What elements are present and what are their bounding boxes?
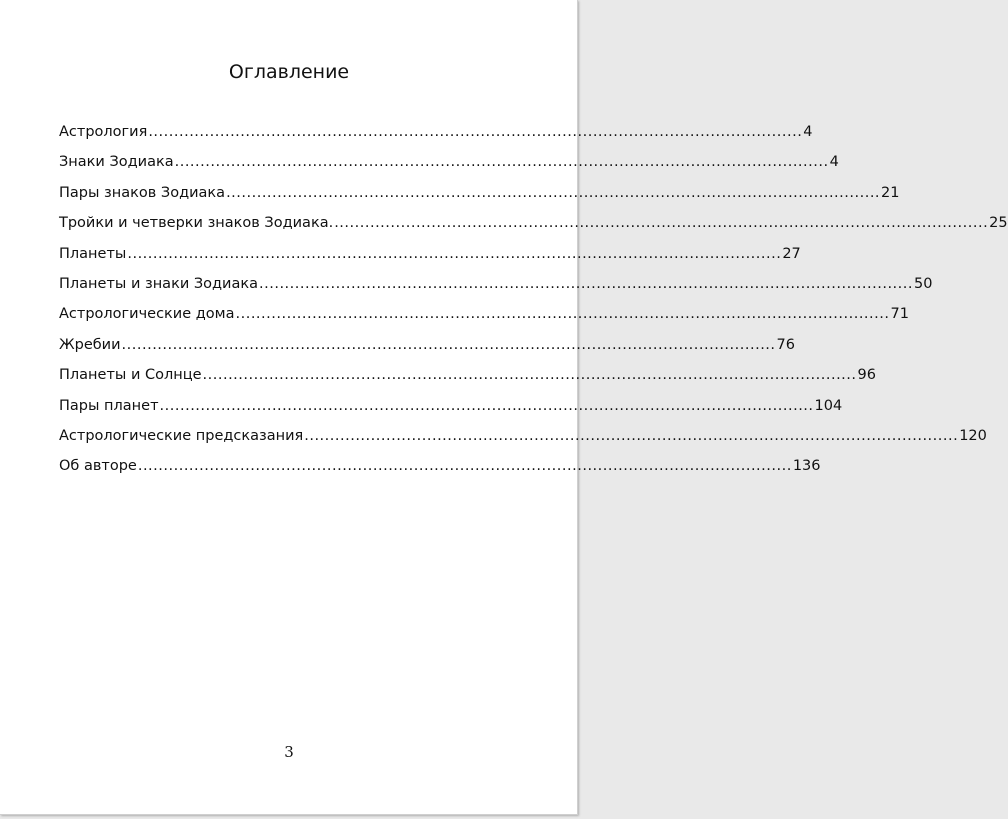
table-of-contents [59, 124, 1008, 489]
toc-dot-leader: ................................................................................................................................ [174, 154, 829, 171]
toc-entry-page: 71 [890, 306, 909, 323]
toc-entry-page: 50 [913, 275, 933, 292]
toc-entry[interactable] [59, 427, 987, 458]
toc-entry[interactable] [59, 306, 909, 336]
toc-dot-leader: ................................................................................................................................ [159, 397, 814, 414]
toc-entry[interactable] [59, 336, 795, 367]
toc-entry[interactable] [59, 184, 900, 215]
toc-entry-page: 136 [792, 458, 821, 475]
toc-dot-leader: ................................................................................................................................ [259, 275, 913, 292]
toc-dot-leader: ................................................................................................................................ [226, 184, 881, 201]
toc-entry-title: Пары знаков Зодиака [59, 184, 226, 201]
toc-dot-leader: ................................................................................................................................ [121, 336, 776, 353]
toc-entry[interactable] [59, 245, 801, 276]
toc-entry[interactable] [59, 458, 821, 488]
toc-entry-page: 4 [803, 124, 813, 140]
toc-entry[interactable] [59, 215, 1008, 245]
toc-entry-title: Тройки и четверки знаков Зодиака. [59, 215, 334, 232]
toc-entry-page: 96 [857, 367, 876, 384]
page-number: 3 [284, 743, 294, 761]
toc-entry[interactable] [59, 154, 839, 184]
toc-entry-title: Астрологические дома [59, 306, 235, 323]
toc-dot-leader: ................................................................................................................................ [137, 458, 792, 475]
toc-entry[interactable] [59, 124, 813, 154]
toc-entry-title: Об авторе [59, 458, 137, 475]
toc-entry[interactable] [59, 275, 933, 306]
toc-entry-page: 21 [881, 184, 900, 201]
toc-entry-title: Знаки Зодиака [59, 154, 174, 171]
toc-entry[interactable] [59, 367, 876, 397]
toc-dot-leader: ................................................................................................................................ [334, 215, 989, 232]
toc-entry-title: Жребии [59, 336, 121, 353]
toc-dot-leader: ................................................................................................................................ [202, 367, 857, 384]
toc-entry-title: Планеты и знаки Зодиака [59, 275, 259, 292]
toc-entry-page: 27 [782, 245, 801, 262]
toc-dot-leader: ................................................................................................................................ [148, 124, 803, 140]
toc-entry-page: 104 [814, 397, 843, 414]
toc-entry-title: Планеты и Солнце [59, 367, 202, 384]
toc-entry[interactable] [59, 397, 843, 428]
toc-entry-title: Астрология [59, 124, 148, 140]
toc-entry-title: Астрологические предсказания [59, 427, 304, 444]
toc-entry-page: 25 [989, 215, 1008, 232]
toc-entry-title: Пары планет [59, 397, 159, 414]
toc-dot-leader: ................................................................................................................................ [304, 427, 959, 444]
toc-dot-leader: ................................................................................................................................ [127, 245, 782, 262]
toc-entry-page: 4 [829, 154, 839, 171]
toc-dot-leader: ................................................................................................................................ [235, 306, 890, 323]
toc-heading: Оглавление [228, 61, 350, 83]
toc-entry-title: Планеты [59, 245, 127, 262]
toc-entry-page: 120 [959, 427, 987, 444]
toc-entry-page: 76 [776, 336, 795, 353]
